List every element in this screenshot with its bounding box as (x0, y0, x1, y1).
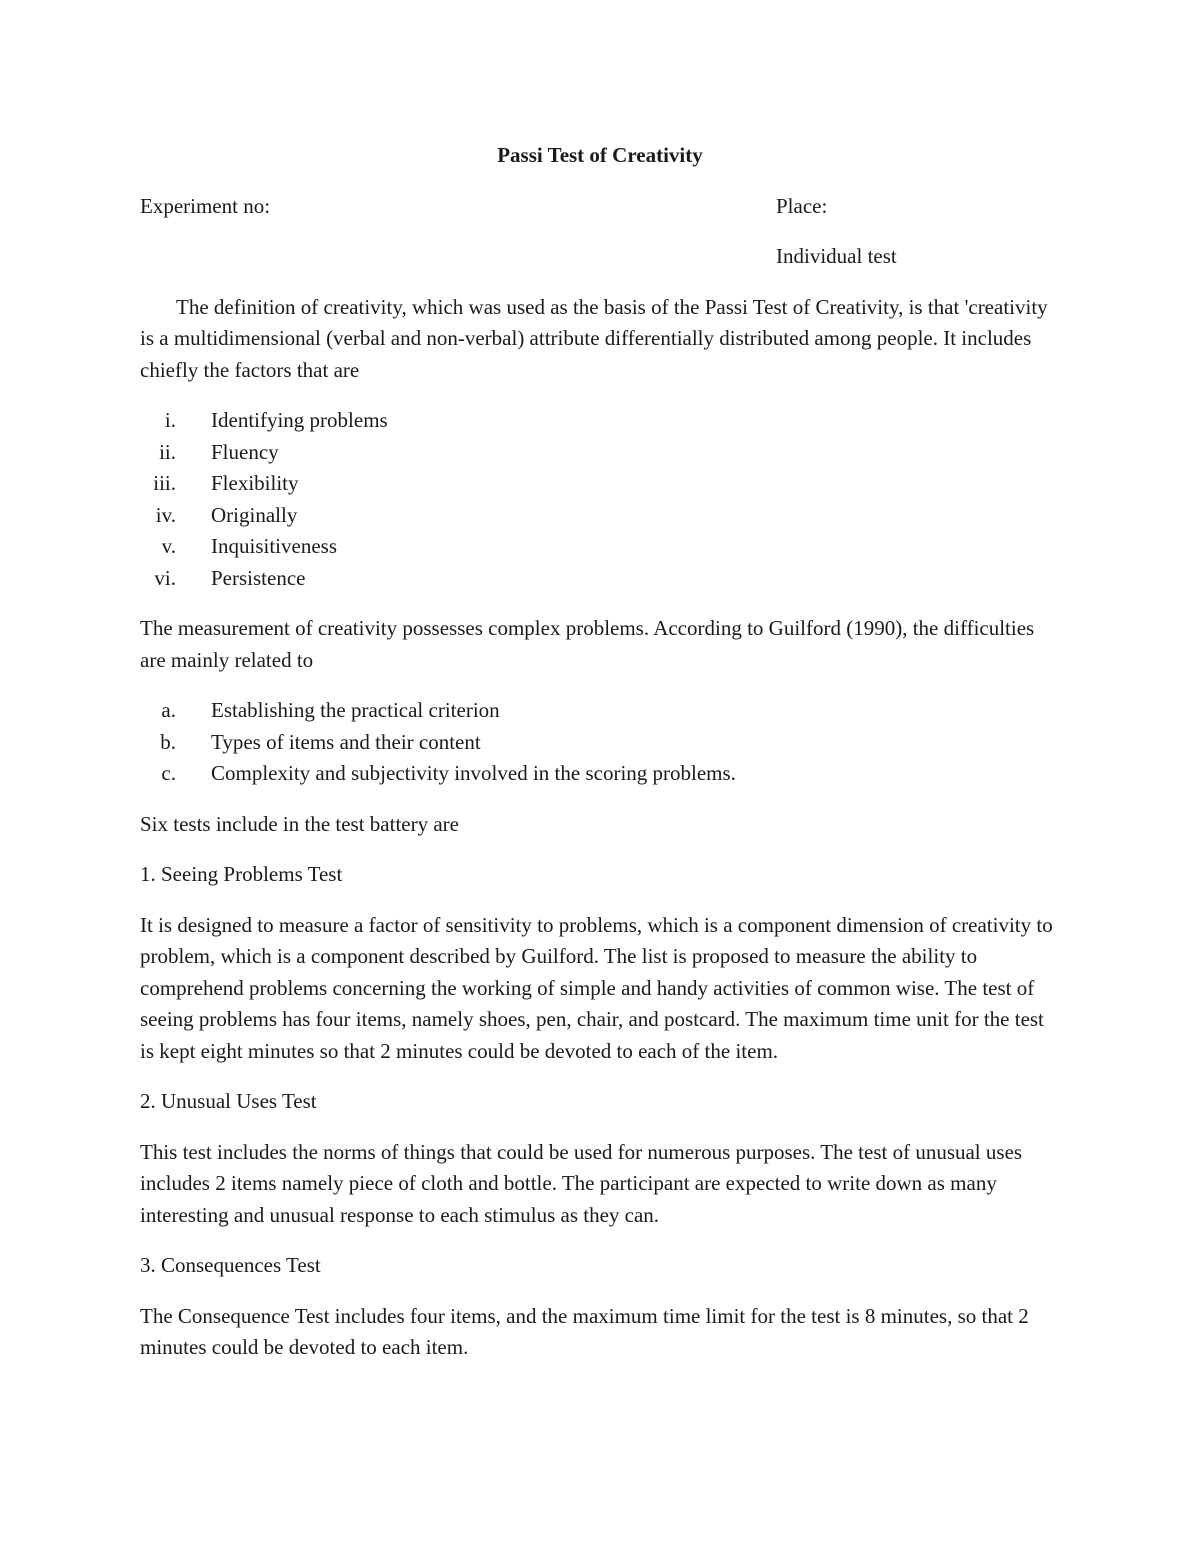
list-item-text: Establishing the practical criterion (211, 698, 500, 722)
list-item (140, 405, 1060, 437)
test-body-seeing-problems: It is designed to measure a factor of sensitivity to problems, which is a component dimension of creativity to problem, which is a component described by Guilford. The list is proposed to measure the ability to comprehend problems concerning the working of simple and handy activities of common wise. The test of seeing problems has four items, namely shoes, pen, chair, and postcard. The maximum time unit for the test is kept eight minutes so that 2 minutes could be devoted to each of the item. (140, 912, 1053, 1063)
intro-paragraph: The definition of creativity, which was used as the basis of the Passi Test of Creativity, is that 'creativity is a multidimensional (verbal and non-verbal) attribute differentially distributed among people. It includes chiefly the factors that are (140, 294, 1048, 382)
test-body-consequences: The Consequence Test includes four items, and the maximum time limit for the test is 8 minutes, so that 2 minutes could be devoted to each item. (140, 1303, 1029, 1359)
test-heading-unusual-uses: 2. Unusual Uses Test (140, 1089, 317, 1113)
test-heading-seeing-problems: 1. Seeing Problems Test (140, 862, 343, 886)
experiment-label: Experiment no: (140, 193, 271, 218)
list-item-letter: c. (161, 761, 176, 785)
list-item-letter: b. (160, 729, 176, 754)
list-item-number: ii. (159, 439, 176, 464)
list-item-number: vi. (154, 565, 176, 590)
list-item-text: Flexibility (211, 471, 299, 495)
list-item (140, 727, 1060, 759)
battery-intro: Six tests include in the test battery are (140, 811, 459, 836)
test-heading-consequences: 3. Consequences Test (140, 1253, 321, 1277)
list-item-text: Types of items and their content (211, 729, 481, 754)
list-item (140, 468, 1060, 500)
factors-list (140, 405, 1060, 594)
difficulties-list (140, 695, 1060, 790)
list-item-text: Complexity and subjectivity involved in the scoring problems. (211, 761, 736, 785)
list-item-number: v. (161, 534, 176, 558)
measurement-paragraph: The measurement of creativity possesses complex problems. According to Guilford (1990), the difficulties are mainly related to (140, 616, 1035, 672)
list-item-letter: a. (161, 698, 176, 722)
list-item (140, 437, 1060, 469)
list-item (140, 500, 1060, 532)
list-item-text: Identifying problems (211, 408, 388, 432)
test-type-row (140, 241, 1060, 273)
document-title: Passi Test of Creativity (497, 143, 703, 167)
list-item (140, 563, 1060, 595)
list-item (140, 695, 1060, 727)
test-type-label: Individual test (776, 244, 897, 268)
experiment-place-row (140, 191, 1060, 223)
list-item-number: iv. (155, 502, 176, 527)
list-item-text: Inquisitiveness (211, 534, 337, 558)
list-item (140, 531, 1060, 563)
list-item-text: Originally (211, 502, 298, 527)
list-item (140, 758, 1060, 790)
test-body-unusual-uses: This test includes the norms of things that could be used for numerous purposes. The test of unusual uses includes 2 items namely piece of cloth and bottle. The participant are expected to write down as many interesting and unusual response to each stimulus as they can. (140, 1139, 1023, 1227)
document-page (140, 140, 1060, 1383)
list-item-number: i. (164, 408, 176, 432)
place-label: Place: (776, 193, 828, 218)
list-item-number: iii. (153, 471, 176, 495)
list-item-text: Fluency (211, 439, 279, 464)
list-item-text: Persistence (211, 565, 306, 590)
